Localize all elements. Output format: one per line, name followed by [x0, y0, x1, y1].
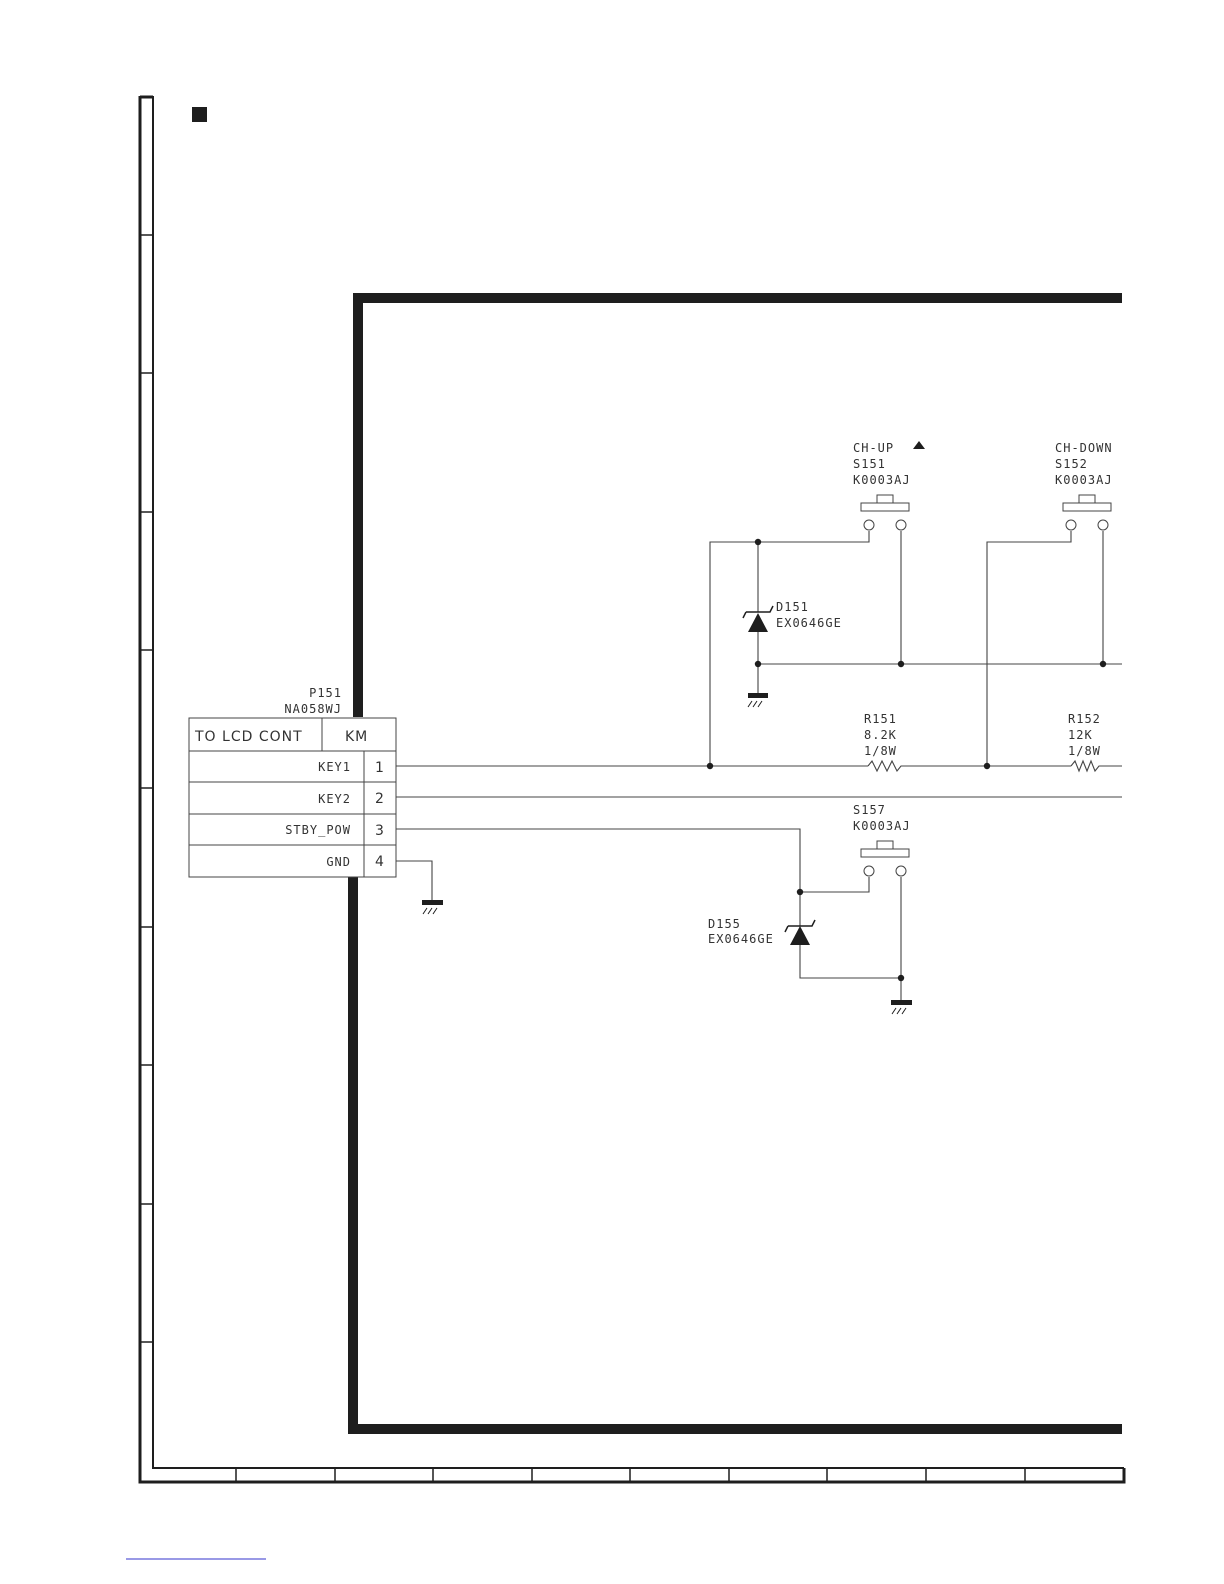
up-arrow-icon	[913, 441, 925, 449]
connector-header-label: TO LCD CONT	[195, 729, 303, 745]
pin-number: 1	[375, 760, 385, 776]
resistor-rating: 1/8W	[864, 744, 897, 758]
pin-number: 4	[375, 854, 385, 870]
pin-name: STBY_POW	[285, 823, 351, 837]
connector-part: NA058WJ	[284, 702, 342, 716]
switch-function-label: CH-UP	[853, 441, 895, 455]
switch-s152	[1055, 441, 1113, 530]
switch-s151	[853, 441, 925, 530]
wires	[396, 531, 1122, 1000]
switch-s157	[853, 803, 911, 876]
pin-name: KEY1	[318, 760, 351, 774]
zener-diode-d155	[708, 917, 815, 946]
pin-name: KEY2	[318, 792, 351, 806]
sheet-frame	[140, 96, 1124, 1482]
switch-ref: S157	[853, 803, 886, 817]
ground-symbol	[422, 900, 443, 914]
switch-part: K0003AJ	[853, 819, 911, 833]
pin-name: GND	[326, 855, 351, 869]
board-outline	[353, 298, 1122, 1429]
switch-ref: S151	[853, 457, 886, 471]
resistor-ref: R151	[864, 712, 897, 726]
resistor-r151	[864, 712, 904, 771]
resistor-ref: R152	[1068, 712, 1101, 726]
diode-ref: D155	[708, 917, 741, 931]
switch-function-label: CH-DOWN	[1055, 441, 1113, 455]
resistor-value: 12K	[1068, 728, 1093, 742]
connector-p151	[189, 686, 396, 877]
diode-ref: D151	[776, 600, 809, 614]
ground-symbol	[748, 693, 768, 707]
switch-ref: S152	[1055, 457, 1088, 471]
resistor-r152	[1068, 712, 1105, 771]
pin-number: 2	[375, 791, 385, 807]
junction-dots	[707, 539, 1106, 981]
resistor-rating: 1/8W	[1068, 744, 1101, 758]
connector-ref: P151	[309, 686, 342, 700]
diode-part: EX0646GE	[776, 616, 842, 630]
diode-part: EX0646GE	[708, 932, 774, 946]
connector-header-code: KM	[345, 729, 369, 745]
switch-part: K0003AJ	[853, 473, 911, 487]
switch-part: K0003AJ	[1055, 473, 1113, 487]
section-marker-square	[192, 107, 207, 122]
pin-number: 3	[375, 823, 385, 839]
resistor-value: 8.2K	[864, 728, 897, 742]
ground-symbol	[891, 1000, 912, 1014]
